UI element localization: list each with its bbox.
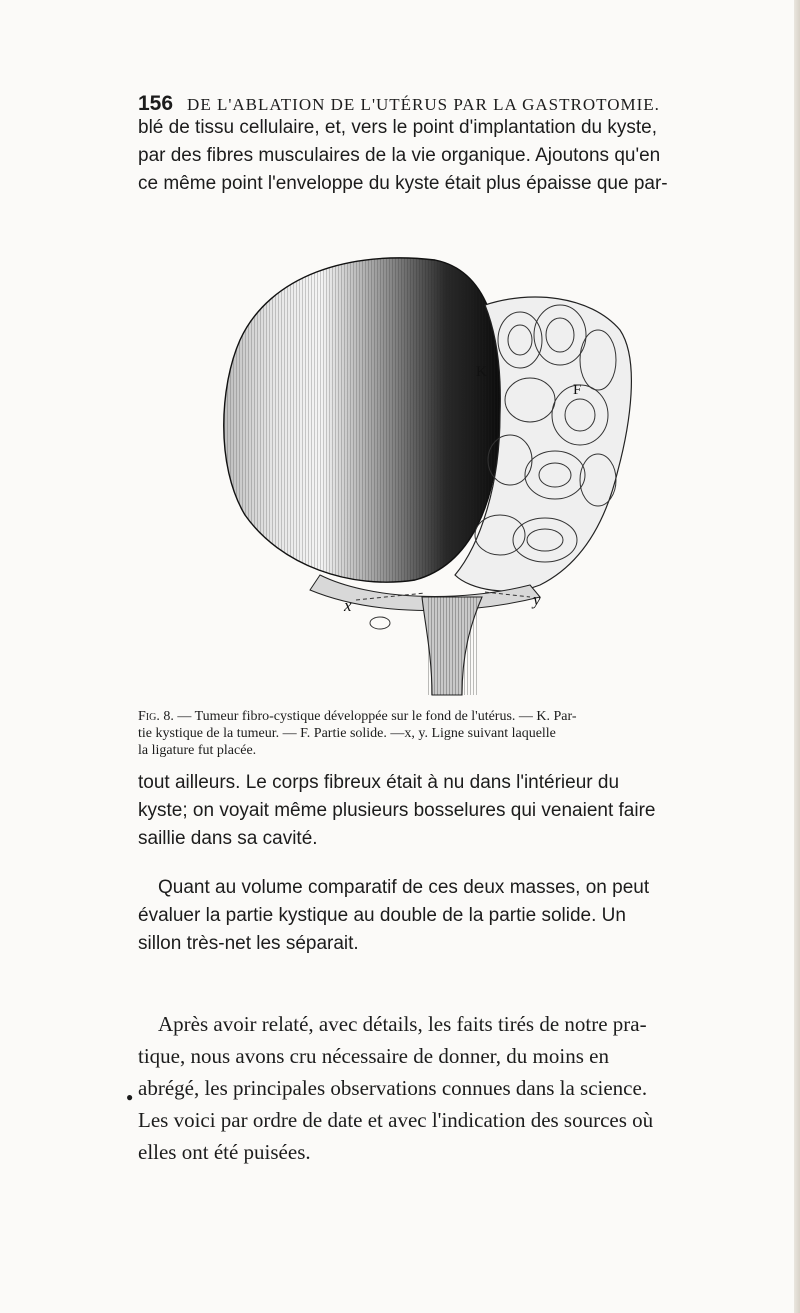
caption-line: tie kystique de la tumeur. — F. Partie solide. —x, y. Ligne suivant laquelle <box>138 726 556 741</box>
running-title: DE L'ABLATION DE L'UTÉRUS PAR LA GASTROTOMIE. <box>187 95 660 114</box>
caption-line <box>138 708 698 725</box>
figure-label: Fig. 8. <box>138 709 174 724</box>
text-line: évaluer la partie kystique au double de la partie solide. Un <box>138 905 626 926</box>
margin-mark: ● <box>126 1090 134 1104</box>
text-line: tout ailleurs. Le corps fibreux était à nu dans l'intérieur du <box>138 772 620 793</box>
text-line: saillie dans sa cavité. <box>138 828 318 849</box>
label-f: F <box>573 382 582 398</box>
paragraph-3 <box>138 874 693 958</box>
text-line: ce même point l'enveloppe du kyste était plus épaisse que par- <box>138 173 668 194</box>
text-line: blé de tissu cellulaire, et, vers le point d'implantation du kyste, <box>138 117 658 138</box>
page-number: 156 <box>138 92 174 115</box>
figure-caption <box>138 708 698 759</box>
running-header <box>138 92 698 116</box>
caption-text: — Tumeur fibro-cystique développée sur le fond de l'utérus. — K. Par- <box>177 709 577 724</box>
text-line: tique, nous avons cru nécessaire de donner, du moins en <box>138 1044 609 1068</box>
paragraph-1 <box>138 114 693 198</box>
text-line: elles ont été puisées. <box>138 1140 311 1164</box>
paragraph-2 <box>138 769 693 853</box>
text-line: sillon très-net les séparait. <box>138 933 359 954</box>
paragraph-4 <box>138 1008 693 1168</box>
text-line: Après avoir relaté, avec détails, les faits tirés de notre pra- <box>158 1012 647 1036</box>
tumor-illustration-figure <box>200 245 640 705</box>
text-line: par des fibres musculaires de la vie organique. Ajoutons qu'en <box>138 145 661 166</box>
text-line: Les voici par ordre de date et avec l'indication des sources où <box>138 1108 654 1132</box>
anatomical-tumor-illustration <box>200 245 640 705</box>
text-line: abrégé, les principales observations connues dans la science. <box>138 1076 648 1100</box>
caption-line: la ligature fut placée. <box>138 743 257 758</box>
label-y: y <box>533 590 541 609</box>
label-k: K <box>476 364 487 380</box>
text-line: Quant au volume comparatif de ces deux masses, on peut <box>158 877 650 898</box>
text-line: kyste; on voyait même plusieurs bosselures qui venaient faire <box>138 800 656 821</box>
page-edge <box>794 0 800 1313</box>
label-x: x <box>344 596 352 615</box>
